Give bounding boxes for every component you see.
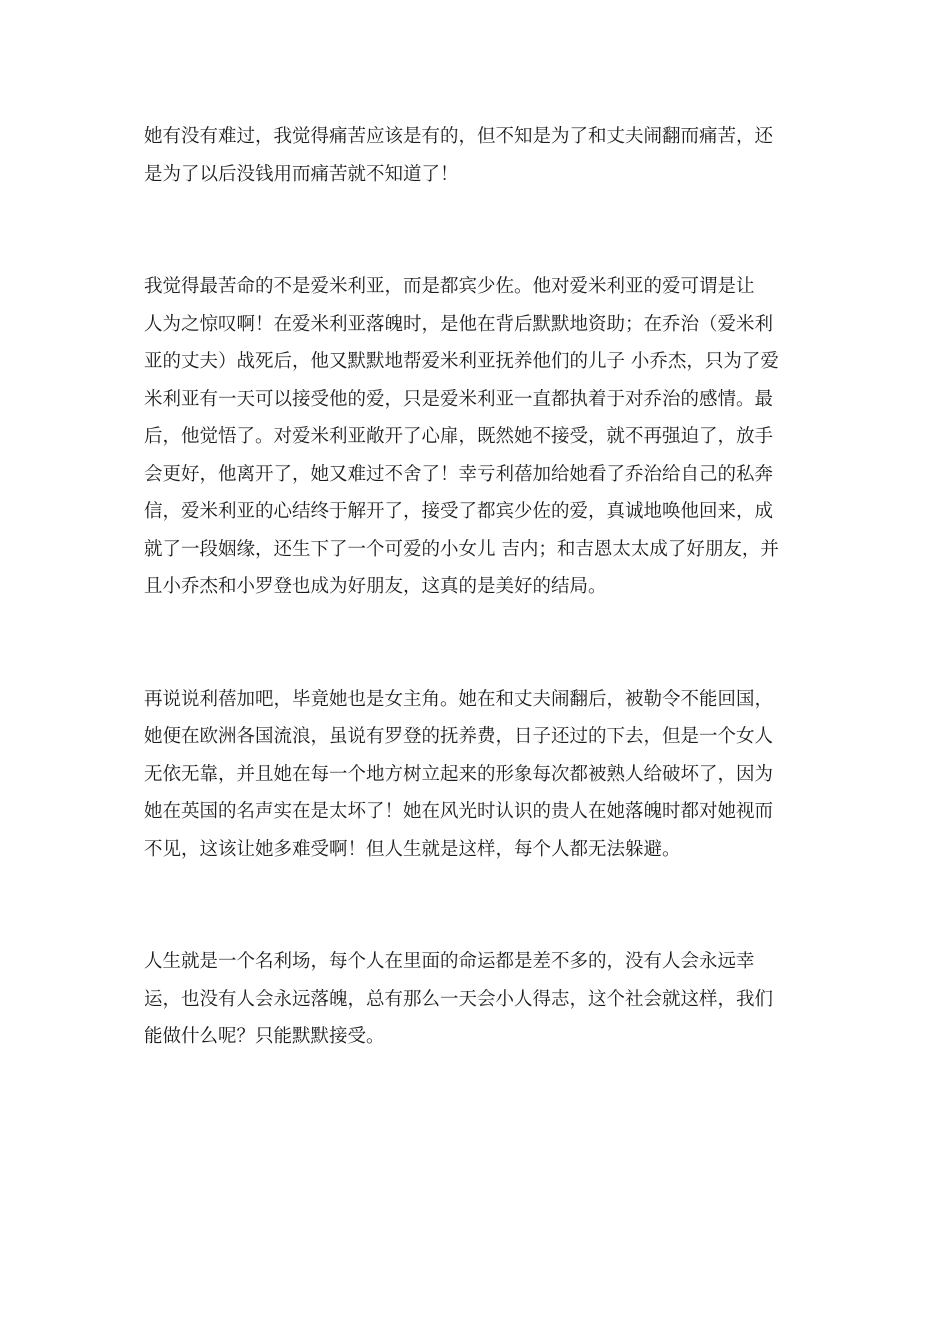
text-line: 不见，这该让她多难受啊！但人生就是这样，每个人都无法躲避。 <box>144 838 681 860</box>
paragraph-spacer <box>144 868 808 943</box>
text-line: 后，他觉悟了。对爱米利亚敞开了心扉，既然她不接受，就不再强迫了，放手 <box>144 426 774 447</box>
paragraph-spacer <box>144 193 808 268</box>
text-line: 会更好，他离开了，她又难过不舍了！幸亏利蓓加给她看了乔治给自己的私奔 <box>144 463 774 485</box>
paragraph-2 <box>144 268 808 606</box>
text-line: 是为了以后没钱用而痛苦就不知道了！ <box>144 163 459 185</box>
text-line: 她便在欧洲各国流浪，虽说有罗登的抚养费，日子还过的下去，但是一个女人 <box>144 726 774 747</box>
text-line: 信，爱米利亚的心结终于解开了，接受了都宾少佐的爱，真诚地唤他回来，成 <box>144 501 774 522</box>
text-line: 人为之惊叹啊！在爱米利亚落魄时，是他在背后默默地资助；在乔治（爱米利 <box>144 313 774 335</box>
text-line: 我觉得最苦命的不是爱米利亚，而是都宾少佐。他对爱米利亚的爱可谓是让 <box>144 276 755 297</box>
text-line: 无依无靠，并且她在每一个地方树立起来的形象每次都被熟人给破坏了，因为 <box>144 763 774 785</box>
text-line: 亚的丈夫）战死后，他又默默地帮爱米利亚抚养他们的儿子 小乔杰，只为了爱 <box>144 351 779 372</box>
paragraph-1 <box>144 118 808 193</box>
text-line: 她有没有难过，我觉得痛苦应该是有的，但不知是为了和丈夫闹翻而痛苦，还 <box>144 126 774 147</box>
text-line: 米利亚有一天可以接受他的爱，只是爱米利亚一直都执着于对乔治的感情。最 <box>144 388 774 410</box>
text-line: 再说说利蓓加吧，毕竟她也是女主角。她在和丈夫闹翻后，被勒令不能回国， <box>144 688 774 710</box>
text-line: 运，也没有人会永远落魄，总有那么一天会小人得志，这个社会就这样，我们 <box>144 988 774 1010</box>
paragraph-spacer <box>144 606 808 681</box>
text-line: 她在英国的名声实在是太坏了！她在风光时认识的贵人在她落魄时都对她视而 <box>144 801 774 822</box>
document-body <box>144 118 808 1056</box>
text-line: 且小乔杰和小罗登也成为好朋友，这真的是美好的结局。 <box>144 576 607 597</box>
paragraph-4 <box>144 943 808 1056</box>
text-line: 就了一段姻缘，还生下了一个可爱的小女儿 吉内；和吉恩太太成了好朋友，并 <box>144 538 779 560</box>
paragraph-3 <box>144 681 808 869</box>
text-line: 能做什么呢？只能默默接受。 <box>144 1026 385 1047</box>
text-line: 人生就是一个名利场，每个人在里面的命运都是差不多的，没有人会永远幸 <box>144 951 755 972</box>
